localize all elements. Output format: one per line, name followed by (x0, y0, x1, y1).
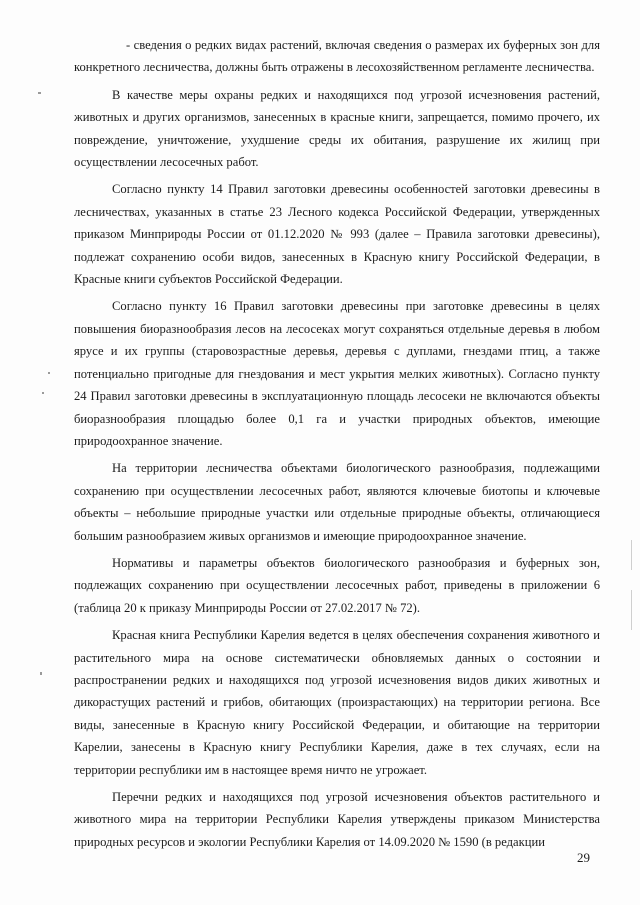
scan-mark (42, 392, 44, 394)
paragraph-biodiversity-objects: На территории лесничества объектами биологического разнообразия, подлежащими сохранению при осуществлении лесосечных работ, являются ключевые биотопы и ключевые объекты – небольшие природные участки или отдельные природные объекты, отличающиеся большим разнообразием живых организмов и имеющие природоохранное значение. (74, 461, 600, 543)
paragraph-rule-14: Согласно пункту 14 Правил заготовки древесины особенностей заготовки древесины в лесничествах, указанных в статье 23 Лесного кодекса Российской Федерации, утвержденных приказом Минприроды России от 01.12.2020 № 993 (далее – Правила заготовки древесины), подлежат сохранению особи видов, занесенных в Красную книгу Российской Федерации, в Красные книги субъектов Российской Федерации. (74, 182, 600, 287)
scan-edge-line (631, 590, 632, 630)
scan-mark (40, 672, 42, 675)
paragraph-rule-16: Согласно пункту 16 Правил заготовки древесины при заготовке древесины в целях повышения биоразнообразия лесов на лесосеках могут сохраняться отдельные деревья в любом ярусе и их группы (старовозрастные деревья, деревья с дуплами, гнездами птиц, а также потенциально пригодные для гнездования и мест укрытия мелких животных). Согласно пункту 24 Правил заготовки древесины в эксплуатационную площадь лесосеки не включаются объекты биоразнообразия площадью более 0,1 га и участки природных объектов, имеющие природоохранное значение. (74, 299, 600, 448)
document-body (74, 34, 600, 858)
paragraph-buffer-zones: - сведения о редких видах растений, включая сведения о размерах их буферных зон для конкретного лесничества, должны быть отражены в лесохозяйственном регламенте лесничества. (74, 38, 600, 75)
paragraph-lists-order: Перечни редких и находящихся под угрозой исчезновения объектов растительного и животного мира на территории Республики Карелия утверждены приказом Министерства природных ресурсов и экологии Республики Карелия от 14.09.2020 № 1590 (в редакции (74, 790, 600, 849)
paragraph-protection-measures: В качестве меры охраны редких и находящихся под угрозой исчезновения растений, животных и других организмов, занесенных в красные книги, запрещается, помимо прочего, их повреждение, уничтожение, ухудшение среды их обитания, разрушение их жилищ при осуществлении лесосечных работ. (74, 87, 600, 170)
scan-edge-line (631, 540, 632, 570)
page-number: 29 (577, 850, 590, 865)
paragraph-norms: Нормативы и параметры объектов биологического разнообразия и буферных зон, подлежащих сохранению при осуществлении лесосечных работ, приведены в приложении 6 (таблица 20 к приказу Минприроды России от 27.02.2017 № 72). (74, 555, 600, 615)
scan-mark (38, 92, 41, 94)
paragraph-red-book-karelia: Красная книга Республики Карелия ведется в целях обеспечения сохранения животного и растительного мира на основе систематически обновляемых данных о состоянии и распространении редких и находящихся под угрозой исчезновения видов диких животных и дикорастущих растений и грибов, обитающих (произрастающих) на территории региона. Все виды, занесенные в Красную книгу Российской Федерации, и обитающие на территории Карелии, занесены в Красную книгу Республики Карелия, даже в тех случаях, если на территории республики им в настоящее время ничто не угрожает. (74, 628, 600, 777)
scan-mark (48, 372, 50, 374)
